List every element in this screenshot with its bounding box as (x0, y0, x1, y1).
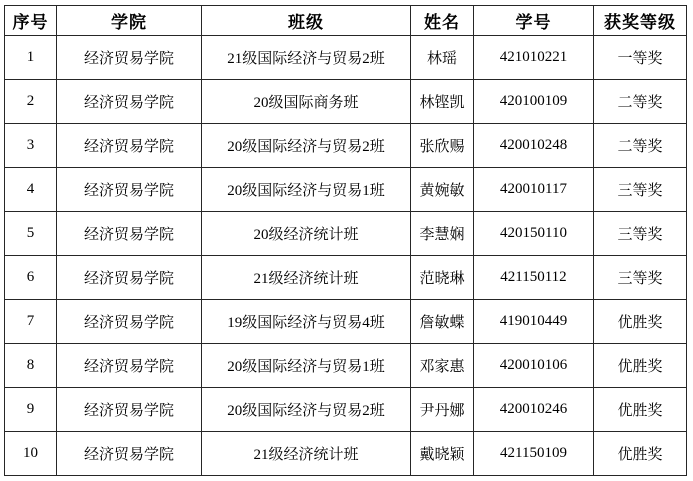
cell-name: 林瑶 (411, 36, 474, 80)
cell-class: 21级经济统计班 (202, 432, 411, 476)
cell-award: 三等奖 (594, 212, 687, 256)
cell-serial: 1 (5, 36, 57, 80)
header-name: 姓名 (411, 6, 474, 36)
cell-college: 经济贸易学院 (57, 36, 202, 80)
cell-name: 詹敏蝶 (411, 300, 474, 344)
table-row (5, 388, 687, 432)
table-row (5, 344, 687, 388)
cell-award: 优胜奖 (594, 388, 687, 432)
cell-student-id: 421150109 (474, 432, 594, 476)
cell-serial: 6 (5, 256, 57, 300)
table-row (5, 168, 687, 212)
cell-name: 戴晓颖 (411, 432, 474, 476)
cell-award: 优胜奖 (594, 344, 687, 388)
cell-student-id: 420100109 (474, 80, 594, 124)
cell-award: 一等奖 (594, 36, 687, 80)
cell-award: 优胜奖 (594, 300, 687, 344)
cell-serial: 2 (5, 80, 57, 124)
cell-student-id: 420150110 (474, 212, 594, 256)
cell-college: 经济贸易学院 (57, 124, 202, 168)
cell-name: 张欣赐 (411, 124, 474, 168)
cell-class: 20级国际经济与贸易2班 (202, 124, 411, 168)
cell-serial: 5 (5, 212, 57, 256)
cell-college: 经济贸易学院 (57, 168, 202, 212)
cell-student-id: 420010117 (474, 168, 594, 212)
award-list-table (4, 5, 687, 476)
cell-award: 二等奖 (594, 80, 687, 124)
cell-name: 邓家惠 (411, 344, 474, 388)
table-body (5, 36, 687, 476)
header-serial: 序号 (5, 6, 57, 36)
cell-student-id: 421150112 (474, 256, 594, 300)
table-row (5, 80, 687, 124)
table-row (5, 256, 687, 300)
header-row (5, 6, 687, 36)
cell-college: 经济贸易学院 (57, 300, 202, 344)
cell-student-id: 420010106 (474, 344, 594, 388)
cell-award: 二等奖 (594, 124, 687, 168)
cell-name: 林铿凯 (411, 80, 474, 124)
cell-class: 19级国际经济与贸易4班 (202, 300, 411, 344)
header-student-id: 学号 (474, 6, 594, 36)
cell-serial: 9 (5, 388, 57, 432)
cell-name: 李慧娴 (411, 212, 474, 256)
table-row (5, 124, 687, 168)
cell-college: 经济贸易学院 (57, 388, 202, 432)
cell-student-id: 419010449 (474, 300, 594, 344)
cell-college: 经济贸易学院 (57, 212, 202, 256)
cell-class: 21级国际经济与贸易2班 (202, 36, 411, 80)
table-row (5, 300, 687, 344)
cell-college: 经济贸易学院 (57, 256, 202, 300)
table-row (5, 432, 687, 476)
cell-serial: 7 (5, 300, 57, 344)
cell-student-id: 421010221 (474, 36, 594, 80)
table-row (5, 36, 687, 80)
cell-award: 三等奖 (594, 168, 687, 212)
cell-name: 黄婉敏 (411, 168, 474, 212)
cell-class: 20级经济统计班 (202, 212, 411, 256)
table-header (5, 6, 687, 36)
cell-name: 范晓琳 (411, 256, 474, 300)
cell-class: 20级国际经济与贸易2班 (202, 388, 411, 432)
cell-college: 经济贸易学院 (57, 80, 202, 124)
cell-student-id: 420010248 (474, 124, 594, 168)
table-row (5, 212, 687, 256)
cell-student-id: 420010246 (474, 388, 594, 432)
cell-serial: 4 (5, 168, 57, 212)
cell-college: 经济贸易学院 (57, 344, 202, 388)
header-award: 获奖等级 (594, 6, 687, 36)
cell-name: 尹丹娜 (411, 388, 474, 432)
cell-college: 经济贸易学院 (57, 432, 202, 476)
header-college: 学院 (57, 6, 202, 36)
cell-award: 优胜奖 (594, 432, 687, 476)
cell-class: 21级经济统计班 (202, 256, 411, 300)
cell-award: 三等奖 (594, 256, 687, 300)
cell-class: 20级国际经济与贸易1班 (202, 168, 411, 212)
cell-serial: 3 (5, 124, 57, 168)
cell-class: 20级国际经济与贸易1班 (202, 344, 411, 388)
cell-class: 20级国际商务班 (202, 80, 411, 124)
header-class: 班级 (202, 6, 411, 36)
cell-serial: 10 (5, 432, 57, 476)
cell-serial: 8 (5, 344, 57, 388)
